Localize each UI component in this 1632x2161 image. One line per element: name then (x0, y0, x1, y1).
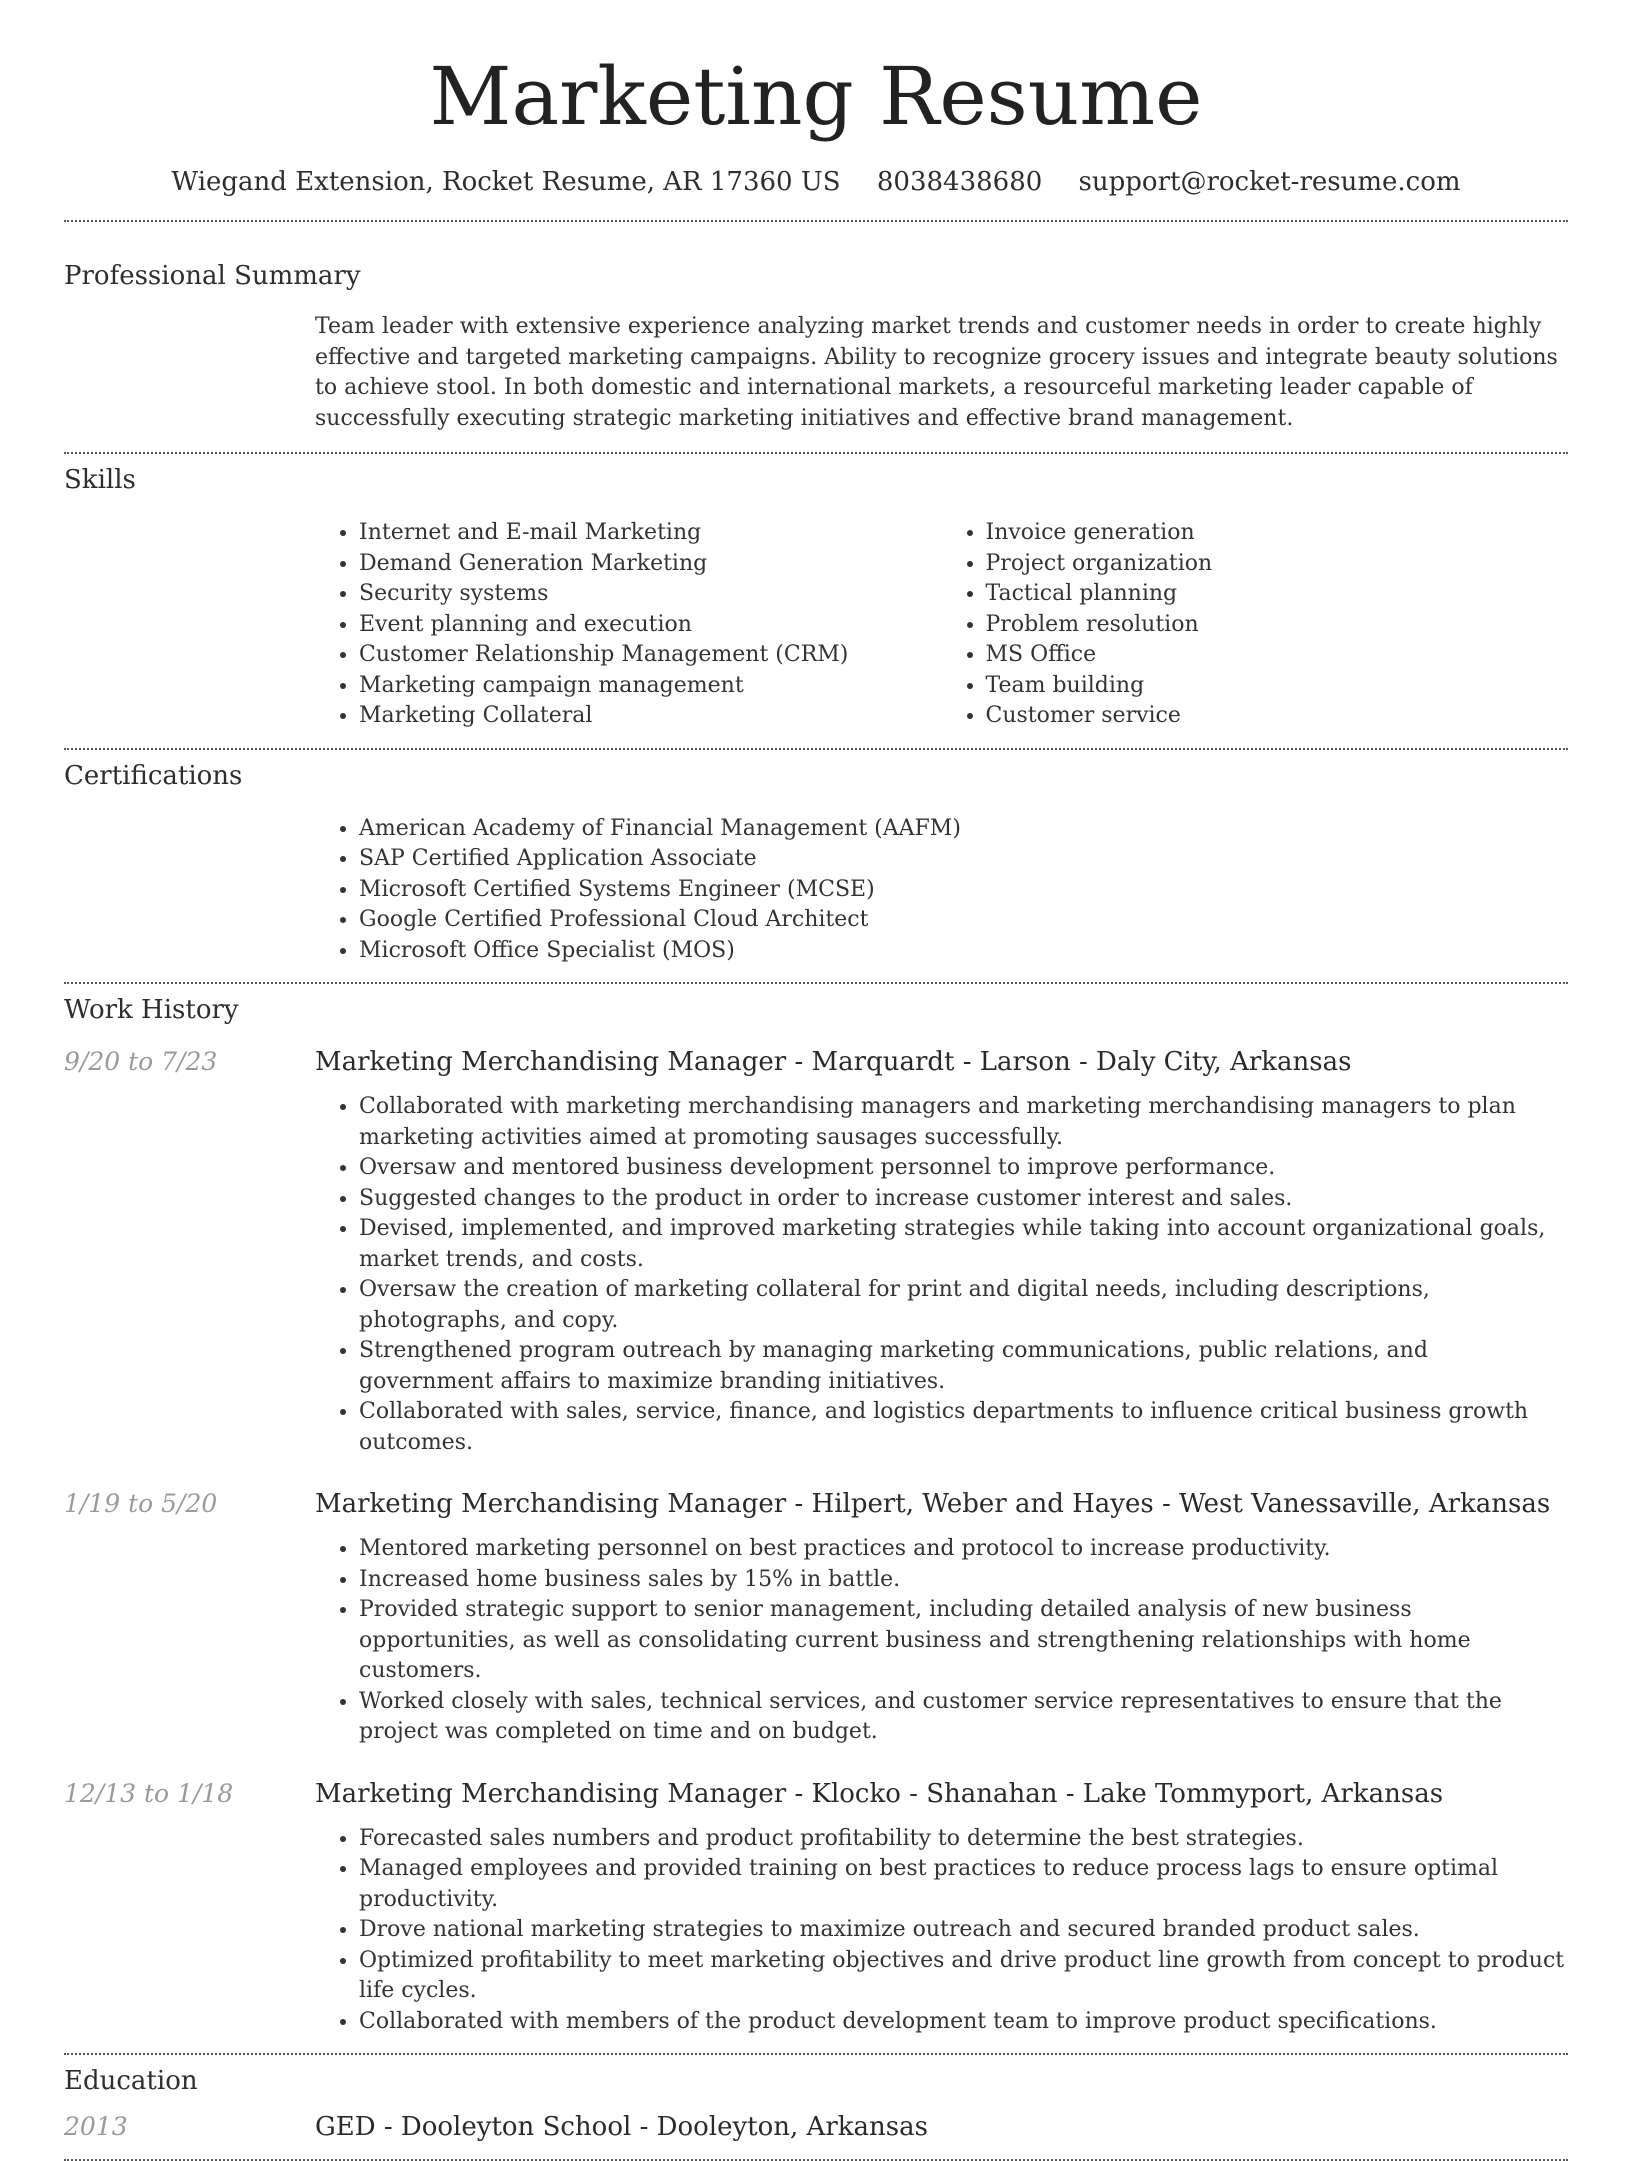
contact-address: Wiegand Extension, Rocket Resume, AR 17360 US (171, 167, 841, 197)
skills-list-right (942, 518, 1569, 732)
section-divider (64, 982, 1568, 984)
list-item: • Marketing Collateral (359, 701, 942, 732)
list-item: • Managed employees and provided training on best practices to reduce process lags to ensure optimal productivity. (359, 1854, 1568, 1915)
resume-page (64, 0, 1568, 2161)
contact-phone: 8038438680 (876, 167, 1043, 197)
list-item: • Microsoft Certified Systems Engineer (MCSE) (359, 875, 1568, 906)
list-item: • Suggested changes to the product in order to increase customer interest and sales. (359, 1184, 1568, 1215)
work-heading: Work History (64, 995, 239, 1025)
contact-line (64, 166, 1568, 198)
list-item: • Forecasted sales numbers and product profitability to determine the best strategies. (359, 1824, 1568, 1855)
section-divider (64, 2053, 1568, 2055)
summary-text: Team leader with extensive experience analyzing market trends and customer needs in order to create highly effective and targeted marketing campaigns. Ability to recognize grocery issues and integrate beauty solutions to achieve stool. In both domestic and international markets, a resourceful marketing leader capable of successfully executing strategic marketing initiatives and effective brand management. (315, 314, 1558, 431)
job-title: Marketing Merchandising Manager - Klocko - Shanahan - Lake Tommyport, Arkansas (315, 1778, 1444, 1809)
job-title: Marketing Merchandising Manager - Marquardt - Larson - Daly City, Arkansas (315, 1047, 1352, 1077)
certifications-block (315, 814, 1568, 967)
certifications-heading: Certifications (64, 760, 243, 791)
list-item: • Problem resolution (986, 610, 1569, 641)
list-item: • Customer service (986, 701, 1569, 732)
list-item: • Oversaw the creation of marketing collateral for print and digital needs, including descriptions, photographs, and copy. (359, 1275, 1568, 1336)
job-bullet-list (315, 1092, 1568, 1458)
list-item: • Oversaw and mentored business development personnel to improve performance. (359, 1153, 1568, 1184)
job-entry (64, 1778, 1568, 2038)
list-item: • MS Office (986, 640, 1569, 671)
list-item: • Google Certified Professional Cloud Architect (359, 905, 1568, 936)
section-divider (64, 452, 1568, 454)
list-item: • Project organization (986, 549, 1569, 580)
list-item: • Drove national marketing strategies to maximize outreach and secured branded product sales. (359, 1915, 1568, 1946)
certifications-list (315, 814, 1568, 967)
section-divider (64, 220, 1568, 222)
list-item: • Invoice generation (986, 518, 1569, 549)
list-item: • Devised, implemented, and improved marketing strategies while taking into account organizational goals, market trends, and costs. (359, 1214, 1568, 1275)
skills-heading: Skills (64, 465, 136, 495)
job-bullet-list (315, 1824, 1568, 2038)
list-item: • Internet and E-mail Marketing (359, 518, 942, 549)
education-school: GED - Dooleyton School - Dooleyton, Arkansas (315, 2112, 928, 2142)
list-item: • Security systems (359, 579, 942, 610)
skills-list-left (315, 518, 942, 732)
list-item: • American Academy of Financial Management (AAFM) (359, 814, 1568, 845)
list-item: • Marketing campaign management (359, 671, 942, 702)
list-item: • Team building (986, 671, 1569, 702)
job-entry (64, 1046, 1568, 1458)
job-header (64, 1488, 1568, 1520)
job-header (64, 1046, 1568, 1078)
list-item: • Tactical planning (986, 579, 1569, 610)
job-dates: 12/13 to 1/18 (64, 1778, 234, 1808)
job-header (64, 1778, 1568, 1810)
job-bullets (315, 1534, 1568, 1748)
job-dates: 1/19 to 5/20 (64, 1489, 218, 1518)
list-item: • Event planning and execution (359, 610, 942, 641)
section-divider (64, 748, 1568, 750)
list-item: • Demand Generation Marketing (359, 549, 942, 580)
skills-columns (315, 518, 1568, 732)
job-bullets (315, 1092, 1568, 1458)
summary-heading: Professional Summary (64, 261, 361, 291)
list-item: • Optimized profitability to meet marketing objectives and drive product line growth from concept to product life cycles. (359, 1946, 1568, 2007)
job-entry (64, 1488, 1568, 1748)
job-title: Marketing Merchandising Manager - Hilpert, Weber and Hayes - West Vanessaville, Arkansas (315, 1489, 1551, 1519)
list-item: • Worked closely with sales, technical services, and customer service representatives to ensure that the project was completed on time and on budget. (359, 1687, 1568, 1748)
list-item: • Increased home business sales by 15% in battle. (359, 1565, 1568, 1596)
job-bullet-list (315, 1534, 1568, 1748)
list-item: • Provided strategic support to senior management, including detailed analysis of new business opportunities, as well as consolidating current business and strengthening relationships with home customers. (359, 1595, 1568, 1687)
list-item: • Microsoft Office Specialist (MOS) (359, 936, 1568, 967)
list-item: • Collaborated with members of the product development team to improve product specifications. (359, 2007, 1568, 2038)
list-item: • Collaborated with sales, service, finance, and logistics departments to influence critical business growth outcomes. (359, 1397, 1568, 1458)
list-item: • Customer Relationship Management (CRM) (359, 640, 942, 671)
list-item: • Strengthened program outreach by managing marketing communications, public relations, and government affairs to maximize branding initiatives. (359, 1336, 1568, 1397)
education-heading: Education (64, 2066, 198, 2096)
list-item: • Mentored marketing personnel on best practices and protocol to increase productivity. (359, 1534, 1568, 1565)
job-dates: 9/20 to 7/23 (64, 1047, 218, 1076)
list-item: • Collaborated with marketing merchandising managers and marketing merchandising managers to plan marketing activities aimed at promoting sausages successfully. (359, 1092, 1568, 1153)
education-entry (64, 2111, 1568, 2143)
list-item: • SAP Certified Application Associate (359, 844, 1568, 875)
resume-title: Marketing Resume (429, 50, 1203, 143)
education-year: 2013 (64, 2112, 128, 2141)
contact-email: support@rocket-resume.com (1078, 167, 1461, 197)
job-bullets (315, 1824, 1568, 2038)
work-history (64, 1046, 1568, 2037)
